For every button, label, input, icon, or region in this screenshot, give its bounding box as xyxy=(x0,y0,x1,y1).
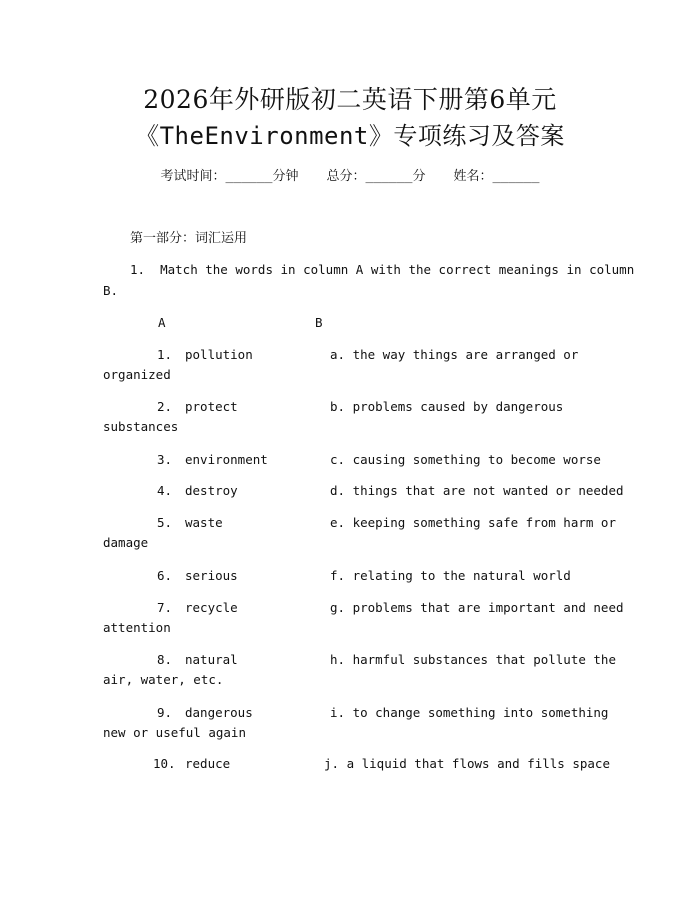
item-definition: j. a liquid that flows and fills space xyxy=(324,756,610,771)
item-number: 6. xyxy=(157,568,173,583)
item-definition: g. problems that are important and need xyxy=(330,600,624,615)
item-number: 4. xyxy=(157,483,173,498)
item-definition: c. causing something to become worse xyxy=(330,452,601,467)
item-word: waste xyxy=(185,515,223,530)
match-row xyxy=(0,397,700,437)
section-heading: 第一部分：词汇运用 xyxy=(130,231,248,246)
item-number: 8. xyxy=(157,652,173,667)
item-word: protect xyxy=(185,399,238,414)
item-definition: a. the way things are arranged or xyxy=(330,347,579,362)
item-word: serious xyxy=(185,568,238,583)
title-close-suffix: 》专项练习及答案 xyxy=(368,122,565,150)
item-definition: e. keeping something safe from harm or xyxy=(330,515,616,530)
student-name-field: 姓名：______ xyxy=(453,169,540,184)
item-word: environment xyxy=(185,452,268,467)
item-word: natural xyxy=(185,652,238,667)
item-number: 3. xyxy=(157,452,173,467)
match-row xyxy=(0,754,700,794)
item-number: 2. xyxy=(157,399,173,414)
item-word: pollution xyxy=(185,347,253,362)
match-row xyxy=(0,513,700,553)
title-open-bracket: 《 xyxy=(135,122,160,150)
match-row xyxy=(0,703,700,743)
item-number: 5. xyxy=(157,515,173,530)
item-definition: f. relating to the natural world xyxy=(330,568,571,583)
title-unit-name: TheEnvironment xyxy=(159,122,369,150)
exam-time-field: 考试时间：______分钟 xyxy=(160,169,299,184)
item-word: reduce xyxy=(185,756,231,771)
match-row xyxy=(0,598,700,638)
question-1-prompt-continued: B. xyxy=(103,283,119,298)
item-definition-continued: attention xyxy=(103,620,171,635)
item-number: 10. xyxy=(153,756,176,771)
item-definition: h. harmful substances that pollute the xyxy=(330,652,616,667)
item-number: 9. xyxy=(157,705,173,720)
column-b-header: B xyxy=(315,315,323,330)
item-definition-continued: air, water, etc. xyxy=(103,672,224,687)
item-definition-continued: organized xyxy=(103,367,171,382)
exam-info xyxy=(0,168,700,186)
item-definition-continued: substances xyxy=(103,419,179,434)
item-definition-continued: new or useful again xyxy=(103,725,246,740)
column-a-header: A xyxy=(158,315,166,330)
document-title-line-2 xyxy=(0,120,700,152)
item-definition: i. to change something into something xyxy=(330,705,609,720)
match-row xyxy=(0,650,700,690)
question-1-prompt: 1. Match the words in column A with the correct meanings in column xyxy=(130,262,635,277)
item-definition: b. problems caused by dangerous xyxy=(330,399,564,414)
item-number: 7. xyxy=(157,600,173,615)
match-row xyxy=(0,345,700,385)
item-definition-continued: damage xyxy=(103,535,149,550)
item-word: recycle xyxy=(185,600,238,615)
item-word: dangerous xyxy=(185,705,253,720)
item-word: destroy xyxy=(185,483,238,498)
document-title-line-1: 2026年外研版初二英语下册第6单元 xyxy=(143,85,557,114)
item-definition: d. things that are not wanted or needed xyxy=(330,483,624,498)
item-number: 1. xyxy=(157,347,173,362)
total-score-field: 总分：______分 xyxy=(326,169,426,184)
